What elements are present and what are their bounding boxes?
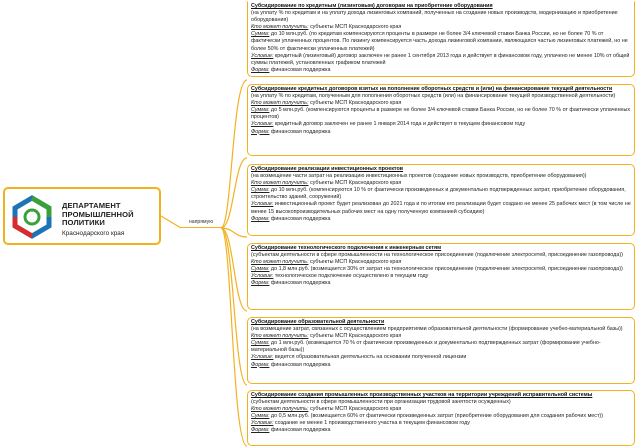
card-purpose: (субъектам деятельности в сфере промышленности на технологическое присоединение (подключение электросетей, присоединение газопровода)) (251, 252, 623, 259)
card-who: субъекты МСП Краснодарского края (309, 180, 402, 187)
root-subtitle: Краснодарского края (62, 230, 125, 237)
card-who: субъекты МСП Краснодарского края (309, 259, 402, 266)
card-sum: до 1 млн.руб. (возмещается 70 % от фактически произведенных и документально подтвержденных затрат (формирование учебно-материальной базы)) (251, 340, 601, 354)
card-title: Субсидирование реализации инвестиционных проектов (251, 166, 404, 172)
card-title: Субсидирование по кредитным (лизинговым) договорам на приобретение оборудования (251, 3, 493, 9)
card-sum: до 0,5 млн.руб. (возмещается 60% от фактически произведенных затрат (приобретение оборудования для создания рабочих мест)) (270, 413, 604, 420)
root-title: ДЕПАРТАМЕНТ ПРОМЫШЛЕННОЙ ПОЛИТИКИ (62, 201, 134, 228)
card-form: финансовая поддержка (270, 66, 331, 73)
card-who: субъекты МСП Краснодарского края (309, 24, 402, 31)
card-form: финансовая поддержка (270, 427, 331, 434)
root-to-branch-line (161, 216, 181, 228)
card-condition: создание не менее 1 производственного участка в текущем финансовом году (274, 420, 471, 427)
card-condition: технологическое подключение осуществлено в текущем году (274, 273, 429, 280)
card-sum: до 10 млн.руб. (по кредитам компенсируются проценты в размере не более 3/4 ключевой ставки Банка России, но не более 70 % от фактически уплаченных процентов. По лизингу компенсируется часть дохода лизинговой компании, являющаяся частью лизинговых платежей, но не более 50% от фактически уплаченных платежей) (251, 31, 628, 52)
card-form: финансовая поддержка (270, 215, 331, 222)
card-education[interactable]: Субсидирование образовательной деятельности (на возмещение затрат, связанных с осуществлением предприятиями образовательной деятельности (формирование учебно-материальной базы)) Кто может получить: субъекты МСП Краснодарского края Сумма: до 1 млн.руб. (возмещается 70 % от фактически произведенных и документально подтвержденных затрат (формирование учебно-материальной базы)) Условие: ведется образовательная деятельность на основании полученной лицензии Форма: финансовая поддержка (247, 317, 635, 384)
card-working-capital-loans[interactable]: Субсидирование кредитных договоров взятых на пополнение оборотных средств и (или) на финансирование текущей деятельности (на уплату % по кредитам, полученным для пополнения оборотных средств (или) на финансирование текущей производственной деятельности) Кто может получить: субъекты МСП Краснодарского края Сумма: до 5 млн.руб. (компенсируются проценты в размере не более 3/4 ключевой ставки Банка России, но не более 70 % от фактически уплаченных процентов) Условие: кредитный договор заключен не ранее 1 января 2014 года и действует в текущем финансовом году Форма: финансовая поддержка (247, 84, 635, 156)
card-penitentiary-production[interactable]: Субсидирование создания промышленных производственных участков на территории учреждений исправительной системы (субъектам деятельности в сфере промышленности при организации трудовой занятости осужденных) Кто может получить: субъекты МСП Краснодарского края Сумма: до 0,5 млн.руб. (возмещается 60% от фактически произведенных затрат (приобретение оборудования для создания рабочих мест)) Условие: создание не менее 1 производственного участка в текущем финансовом году Форма: финансовая поддержка (247, 390, 635, 446)
card-condition: кредитный договор заключен не ранее 1 января 2014 года и действует в текущем финансовом году (274, 121, 526, 128)
department-logo-icon (11, 195, 53, 239)
card-purpose: (на уплату % по кредитам и на уплату дохода лизинговых компаний, полученных на создание новых производств, модернизацию и приобретение оборудования) (251, 10, 618, 24)
card-form: финансовая поддержка (270, 361, 331, 368)
card-purpose: (субъектам деятельности в сфере промышленности при организации трудовой занятости осужденных) (251, 399, 511, 406)
card-investment-projects[interactable]: Субсидирование реализации инвестиционных проектов (на возмещение части затрат на реализацию инвестиционных проектов (создание новых производств, приобретение оборудования)) Кто может получить: субъекты МСП Краснодарского края Сумма: до 10 млн.руб. (компенсируются 10 % от фактически произведенных и документально подтвержденных затрат, приобретение оборудования, строительство зданий, сооружений) Условие: инвестиционный проект будет реализован до 2021 года и по итогам его реализации будет создано не менее 25 рабочих мест (в том числе не менее 15 высокопроизводительных рабочих мест на одну полученную компанией субсидию) Форма: финансовая поддержка (247, 164, 635, 236)
card-form: финансовая поддержка (270, 280, 331, 287)
root-node[interactable] (3, 187, 161, 245)
card-who: субъекты МСП Краснодарского края (309, 333, 402, 340)
branch-node[interactable]: напрямую (181, 217, 221, 228)
card-sum: до 5 млн.руб. (компенсируются проценты в размере не более 3/4 ключевой ставки Банка России, но не более 70 % от фактически уплаченных процентов) (251, 107, 631, 121)
branch-to-card-1-line (221, 158, 247, 228)
card-title: Субсидирование технологического подключения к инженерным сетям (251, 245, 442, 251)
card-condition: кредитный (лизинговый) договор заключен не ранее 1 сентября 2013 года и действует в финансовом году, уплачено не менее 10% от общей суммы платежей, установленных графиком платежей (251, 52, 630, 66)
card-sum: до 10 млн.руб. (компенсируются 10 % от фактически произведенных и документально подтвержденных затрат, приобретение оборудования, строительство зданий, сооружений) (251, 187, 626, 201)
card-utility-connection[interactable]: Субсидирование технологического подключения к инженерным сетям (субъектам деятельности в сфере промышленности на технологическое присоединение (подключение электросетей, присоединение газопровода)) Кто может получить: субъекты МСП Краснодарского края Сумма: до 1,8 млн.руб. (возмещается 30% от затрат на технологическое присоединение (подключение электросетей, присоединение газопровода)) Условие: технологическое подключение осуществлено в текущем году Форма: финансовая поддержка (247, 243, 635, 310)
card-condition: инвестиционный проект будет реализован до 2021 года и по итогам его реализации будет создано не менее 25 рабочих мест (в том числе не менее 15 высокопроизводительных рабочих мест на одну полученную компанией субсидию) (251, 201, 631, 215)
card-equipment-loans[interactable]: Субсидирование по кредитным (лизинговым) договорам на приобретение оборудования (на уплату % по кредитам и на уплату дохода лизинговых компаний, полученных на создание новых производств, модернизацию и приобретение оборудования) Кто может получить: субъекты МСП Краснодарского края Сумма: до 10 млн.руб. (по кредитам компенсируются проценты в размере не более 3/4 ключевой ставки Банка России, но не более 70 % от фактически уплаченных процентов. По лизингу компенсируется часть дохода лизинговой компании, являющаяся частью лизинговых платежей, но не более 50% от фактически уплаченных платежей) Условие: кредитный (лизинговый) договор заключен не ранее 1 сентября 2013 года и действует в финансовом году, уплачено не менее 10% от общей суммы платежей, установленных графиком платежей Форма: финансовая поддержка (247, 1, 635, 77)
card-who: субъекты МСП Краснодарского края (309, 100, 402, 107)
card-title: Субсидирование создания промышленных производственных участков на территории учреждений исправительной системы (251, 392, 593, 398)
card-title: Субсидирование образовательной деятельности (251, 319, 385, 325)
card-condition: ведется образовательная деятельность на основании полученной лицензии (274, 354, 467, 361)
card-title: Субсидирование кредитных договоров взятых на пополнение оборотных средств и (или) на финансирование текущей деятельности (251, 86, 613, 92)
card-form: финансовая поддержка (270, 128, 331, 135)
card-sum: до 1,8 млн.руб. (возмещается 30% от затрат на технологическое присоединение (подключение электросетей, присоединение газопровода)) (270, 266, 623, 273)
card-purpose: (на возмещение части затрат на реализацию инвестиционных проектов (создание новых производств, приобретение оборудования)) (251, 173, 587, 180)
card-who: субъекты МСП Краснодарского края (309, 406, 402, 413)
branch-to-card-0-line (221, 80, 247, 228)
branch-to-card-5-line (221, 228, 247, 446)
card-purpose: (на уплату % по кредитам, полученным для пополнения оборотных средств (или) на финансирование текущей производственной деятельности) (251, 93, 616, 100)
card-purpose: (на возмещение затрат, связанных с осуществлением предприятиями образовательной деятельности (формирование учебно-материальной базы)) (251, 326, 623, 333)
